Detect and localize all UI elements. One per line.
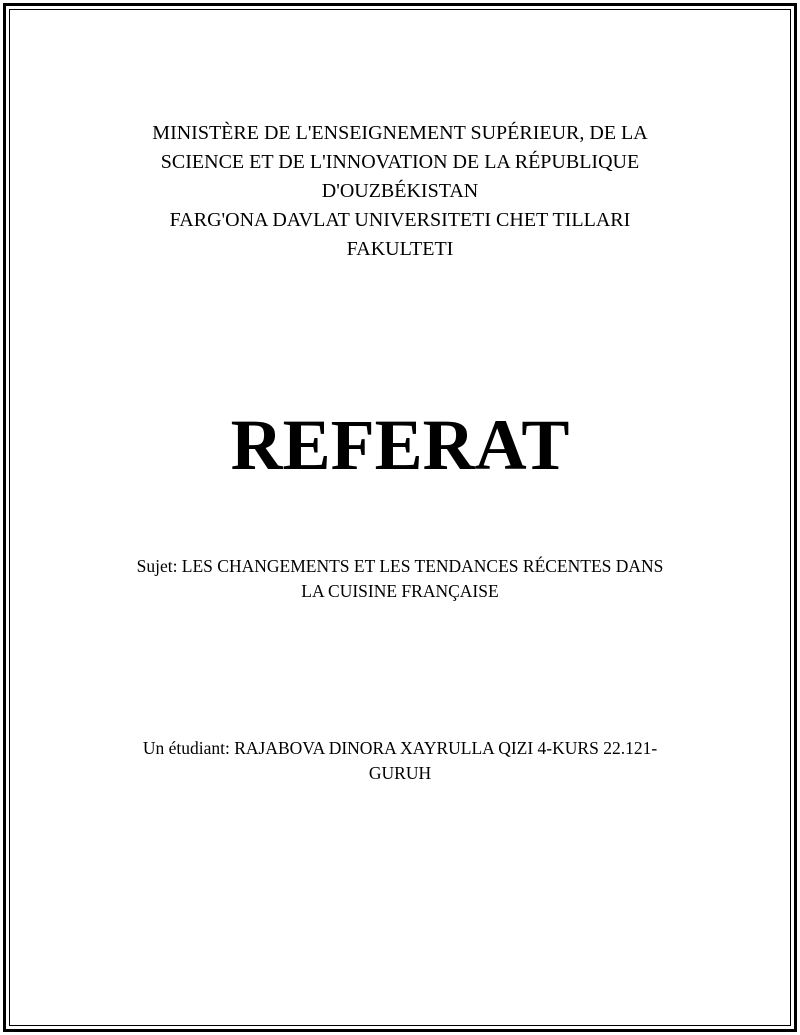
header-line: SCIENCE ET DE L'INNOVATION DE LA RÉPUBLIQUE <box>160 151 640 173</box>
header-line: D'OUZBÉKISTAN <box>321 180 479 202</box>
subject-line: Sujet: LES CHANGEMENTS ET LES TENDANCES RÉCENTES DANS <box>136 556 664 576</box>
header-line: FARG'ONA DAVLAT UNIVERSITETI CHET TILLARI <box>169 209 631 231</box>
header-line: MINISTÈRE DE L'ENSEIGNEMENT SUPÉRIEUR, DE LA <box>152 122 648 144</box>
student-line: GURUH <box>368 763 432 783</box>
student-block <box>100 736 700 786</box>
header-line: FAKULTETI <box>346 238 454 260</box>
institution-header <box>100 119 700 264</box>
subject-block <box>100 554 700 604</box>
student-line: Un étudiant: RAJABOVA DINORA XAYRULLA QIZI 4-KURS 22.121- <box>142 738 658 758</box>
subject-line: LA CUISINE FRANÇAISE <box>301 581 499 601</box>
document-title: REFERAT <box>230 405 570 485</box>
